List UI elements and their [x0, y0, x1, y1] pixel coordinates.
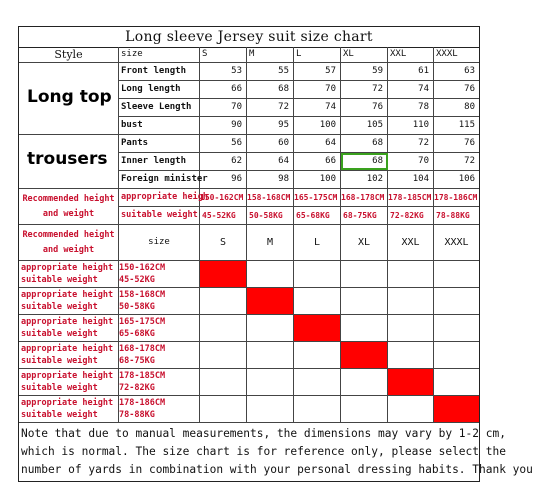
matrix-cell — [341, 315, 388, 342]
measure-row-bust: bust 90 95 100 105 110 115 — [119, 117, 479, 135]
matrix-cell — [247, 315, 294, 342]
matrix-row-label: appropriate height suitable weight 150-162CM 45-52KG — [19, 261, 200, 288]
size-s-header: S — [200, 47, 247, 62]
recommended-weight-row: suitable weight 45-52KG 50-58KG 65-68KG 68-75KG 72-82KG 78-88KG — [119, 207, 479, 225]
matrix-cell — [341, 288, 388, 315]
matrix-header-row: size S M L XL XXL XXXL — [119, 225, 479, 261]
size-chart — [18, 26, 533, 482]
matrix-cell — [200, 342, 247, 369]
matrix-cell — [200, 315, 247, 342]
matrix-cell — [434, 369, 479, 396]
size-xl-header: XL — [341, 47, 388, 62]
matrix-cell — [200, 396, 247, 423]
measure-row-inner-length: Inner length 62 64 66 68 70 72 — [119, 153, 479, 171]
matrix-cell — [247, 396, 294, 423]
matrix-row-label: appropriate height suitable weight 158-168CM 50-58KG — [19, 288, 200, 315]
matrix-cell — [434, 342, 479, 369]
measure-row-front-length: Front length 53 55 57 59 61 63 — [119, 63, 479, 81]
matrix-cell — [247, 369, 294, 396]
matrix-cell-highlight — [200, 261, 247, 288]
matrix-cell — [388, 261, 434, 288]
matrix-cell — [247, 342, 294, 369]
measure-row-foreign-minister: Foreign minister 96 98 100 102 104 106 — [119, 171, 479, 189]
size-xxl-header: XXL — [388, 47, 434, 62]
matrix-cell — [434, 315, 479, 342]
matrix-cell — [247, 261, 294, 288]
matrix-row-label: appropriate height suitable weight 165-175CM 65-68KG — [19, 315, 200, 342]
matrix-cell — [294, 342, 341, 369]
trousers-group — [19, 135, 119, 189]
chart-title: Long sleeve Jersey suit size chart — [19, 27, 479, 48]
matrix-cell — [388, 342, 434, 369]
header-row — [19, 47, 479, 63]
matrix-cell — [434, 288, 479, 315]
style-header: Style — [19, 47, 119, 62]
selected-cell: 68 — [341, 153, 388, 170]
matrix-cell — [388, 396, 434, 423]
size-l-header: L — [294, 47, 341, 62]
size-xxxl-header: XXXL — [436, 49, 458, 59]
long-top-group — [19, 63, 119, 135]
matrix-cell-highlight — [434, 396, 479, 423]
matrix-cell — [341, 369, 388, 396]
trousers-label: trousers — [27, 149, 108, 169]
matrix-row-label: appropriate height suitable weight 168-178CM 68-75KG — [19, 342, 200, 369]
matrix-cell — [200, 288, 247, 315]
measure-row-sleeve-length: Sleeve Length 70 72 74 76 78 80 — [119, 99, 479, 117]
note-text: Note that due to manual measurements, the dimensions may vary by 1-2 cm, which is normal. The size chart is for reference only, please select the number of yards in combination with your personal dressing habits. Thank you — [21, 427, 533, 476]
matrix-cell — [294, 261, 341, 288]
measure-row-pants: Pants 56 60 64 68 72 76 — [119, 135, 479, 153]
matrix-cell — [294, 288, 341, 315]
matrix-row-label: appropriate height suitable weight 178-186CM 78-88KG — [19, 396, 200, 423]
matrix-cell — [200, 369, 247, 396]
matrix-cell — [434, 261, 479, 288]
matrix-cell — [341, 396, 388, 423]
matrix-cell-highlight — [294, 315, 341, 342]
matrix-cell-highlight — [341, 342, 388, 369]
matrix-cell — [294, 369, 341, 396]
measure-row-long-length: Long length 66 68 70 72 74 76 — [119, 81, 479, 99]
size-m-header: M — [247, 47, 294, 62]
matrix-cell — [388, 315, 434, 342]
matrix-cell-highlight — [388, 369, 434, 396]
matrix-cell — [341, 261, 388, 288]
recommended-label: Recommended height and weight — [19, 189, 119, 225]
matrix-cell — [388, 288, 434, 315]
long-top-label: Long top — [27, 87, 112, 107]
size-header: size — [119, 47, 200, 62]
matrix-row-label: appropriate height suitable weight 178-185CM 72-82KG — [19, 369, 200, 396]
matrix-cell-highlight — [247, 288, 294, 315]
recommended-height-row: appropriate heigh 150-162CM 158-168CM 165-175CM 168-178CM 178-185CM 178-186CM — [119, 189, 479, 207]
matrix-cell — [294, 396, 341, 423]
matrix-label: Recommended height and weight — [19, 225, 119, 261]
